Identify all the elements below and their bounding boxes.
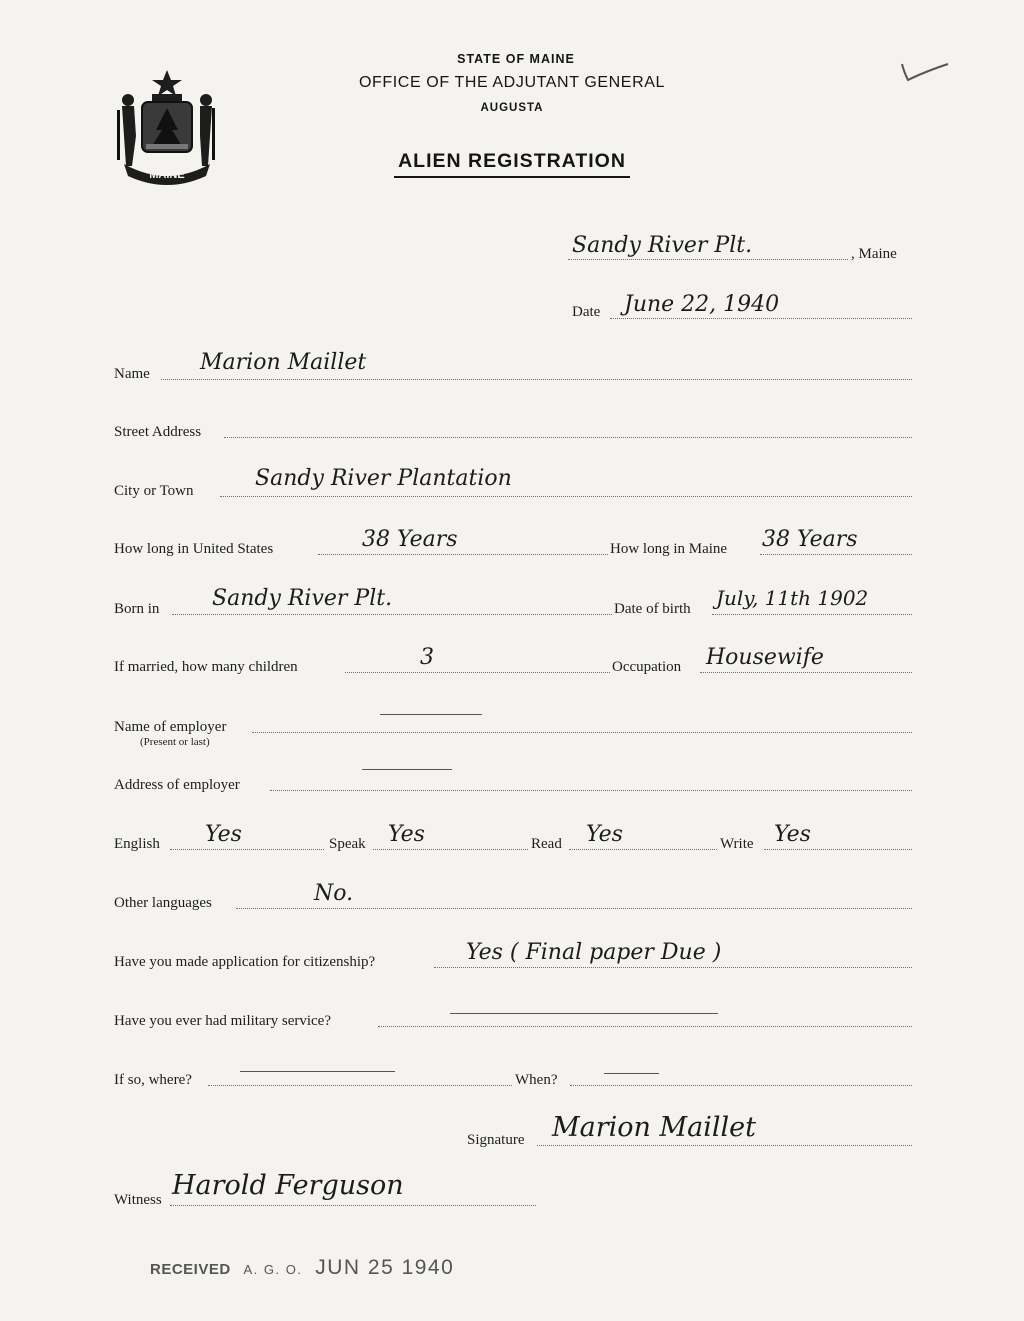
date-line xyxy=(610,318,912,319)
write-label: Write xyxy=(720,836,754,852)
born-in-value: Sandy River Plt. xyxy=(212,586,393,611)
witness-value: Harold Ferguson xyxy=(172,1170,404,1201)
speak-value: Yes xyxy=(388,822,425,847)
speak-line xyxy=(373,849,528,850)
stamp-office: A. G. O. xyxy=(243,1262,303,1277)
english-value: Yes xyxy=(205,822,242,847)
stamp-date: JUN 25 1940 xyxy=(315,1256,455,1279)
city-line xyxy=(220,496,912,497)
when-line xyxy=(570,1085,912,1086)
other-languages-label: Other languages xyxy=(114,895,212,911)
when-blank-dash xyxy=(604,1073,659,1074)
occupation-label: Occupation xyxy=(612,659,682,675)
dob-line xyxy=(712,614,912,615)
name-label: Name xyxy=(114,366,150,382)
employer-address-blank-dash xyxy=(362,769,452,770)
signature-line xyxy=(537,1145,912,1146)
stamp-received: RECEIVED xyxy=(150,1261,231,1278)
born-in-label: Born in xyxy=(114,601,160,617)
us-years-label: How long in United States xyxy=(114,541,274,557)
where-blank-dash xyxy=(240,1071,395,1072)
employer-sublabel: (Present or last) xyxy=(140,736,210,748)
signature-label: Signature xyxy=(467,1132,525,1148)
dob-label: Date of birth xyxy=(614,601,691,617)
military-blank-dash xyxy=(450,1013,718,1014)
read-line xyxy=(569,849,717,850)
date-label: Date xyxy=(572,304,601,320)
city-label: City or Town xyxy=(114,483,194,499)
citizenship-value: Yes ( Final paper Due ) xyxy=(466,940,722,965)
children-label: If married, how many children xyxy=(114,659,298,675)
other-languages-value: No. xyxy=(314,881,354,906)
occupation-line xyxy=(700,672,912,673)
read-label: Read xyxy=(531,836,562,852)
employer-blank-dash xyxy=(380,714,482,715)
witness-label: Witness xyxy=(114,1192,162,1208)
military-line xyxy=(378,1026,912,1027)
maine-years-line xyxy=(760,554,912,555)
where-label: If so, where? xyxy=(114,1072,192,1088)
form-title: ALIEN REGISTRATION xyxy=(0,150,1024,178)
dob-value: July, 11th 1902 xyxy=(716,586,869,610)
header-office: OFFICE OF THE ADJUTANT GENERAL xyxy=(358,74,666,91)
seal-text: MAINE xyxy=(149,169,185,181)
write-value: Yes xyxy=(774,822,811,847)
maine-years-value: 38 Years xyxy=(762,527,858,552)
name-value: Marion Maillet xyxy=(200,350,367,375)
place-line xyxy=(568,259,848,260)
when-label: When? xyxy=(515,1072,558,1088)
employer-address-label: Address of employer xyxy=(114,777,240,793)
place-suffix: , Maine xyxy=(851,246,897,262)
received-stamp xyxy=(150,1256,454,1280)
employer-label: Name of employer xyxy=(114,719,227,735)
english-line xyxy=(170,849,324,850)
children-line xyxy=(345,672,610,673)
military-label: Have you ever had military service? xyxy=(114,1013,331,1029)
read-value: Yes xyxy=(586,822,623,847)
maine-years-label: How long in Maine xyxy=(610,541,728,557)
us-years-line xyxy=(318,554,608,555)
us-years-value: 38 Years xyxy=(362,527,458,552)
name-line xyxy=(161,379,912,380)
city-value: Sandy River Plantation xyxy=(255,466,512,491)
occupation-value: Housewife xyxy=(706,645,824,670)
street-label: Street Address xyxy=(114,424,202,440)
witness-line xyxy=(170,1205,536,1206)
date-value: June 22, 1940 xyxy=(624,292,780,317)
header-state: STATE OF MAINE xyxy=(457,52,575,66)
employer-address-line xyxy=(270,790,912,791)
write-line xyxy=(764,849,912,850)
born-in-line xyxy=(172,614,612,615)
other-languages-line xyxy=(236,908,912,909)
children-value: 3 xyxy=(420,645,434,670)
citizenship-label: Have you made application for citizenship? xyxy=(114,954,376,970)
employer-line xyxy=(252,732,912,733)
english-label: English xyxy=(114,836,160,852)
street-line xyxy=(224,437,912,438)
place-value: Sandy River Plt. xyxy=(572,233,753,258)
signature-value: Marion Maillet xyxy=(552,1112,756,1143)
header-city: AUGUSTA xyxy=(480,102,544,114)
citizenship-line xyxy=(434,967,912,968)
speak-label: Speak xyxy=(329,836,366,852)
where-line xyxy=(208,1085,512,1086)
